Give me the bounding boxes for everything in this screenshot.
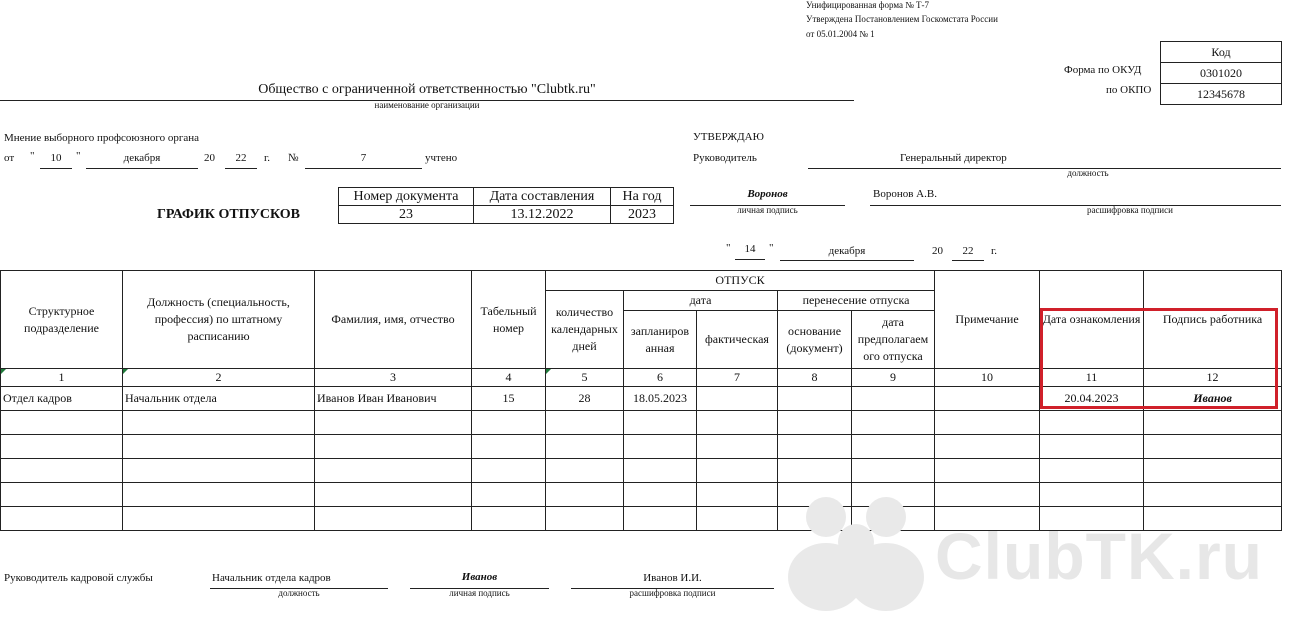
cell-struct: Отдел кадров <box>1 387 123 411</box>
approve-year-line <box>952 260 984 261</box>
header-planned: запланиров анная <box>624 311 697 369</box>
form-line-1: Унифицированная форма № Т-7 <box>806 0 930 10</box>
doc-number-header: Номер документа <box>339 188 474 206</box>
approve-name-caption: расшифровка подписи <box>1087 205 1173 215</box>
doc-date-header: Дата составления <box>474 188 611 206</box>
union-day-line <box>40 168 72 169</box>
union-year-line <box>225 168 257 169</box>
footer-name-caption: расшифровка подписи <box>629 588 716 598</box>
union-from: от <box>4 152 15 164</box>
approve-position: Генеральный директор <box>900 152 1007 164</box>
approve-signature-caption: личная подпись <box>737 205 798 215</box>
col-num-9: 9 <box>852 369 935 387</box>
cell-ack: 20.04.2023 <box>1040 387 1144 411</box>
header-ack-date: Дата ознакомления <box>1040 271 1144 369</box>
approve-signature: Воронов <box>747 188 788 200</box>
watermark-logo-icon <box>786 487 936 617</box>
col-num-10: 10 <box>935 369 1040 387</box>
footer-name: Иванов И.И. <box>643 572 702 584</box>
okud-label: Форма по ОКУД <box>1064 64 1142 76</box>
cell-planned: 18.05.2023 <box>624 387 697 411</box>
approve-month: декабря <box>828 245 866 257</box>
union-year-g: г. <box>264 152 271 164</box>
header-note: Примечание <box>935 271 1040 369</box>
doc-title: ГРАФИК ОТПУСКОВ <box>157 207 300 222</box>
doc-year-header: На год <box>611 188 674 206</box>
footer-signature: Иванов <box>461 571 498 583</box>
cell-sign: Иванов <box>1144 387 1282 411</box>
footer-position: Начальник отдела кадров <box>212 572 331 584</box>
cell-name: Иванов Иван Иванович <box>315 387 472 411</box>
col-num-5: 5 <box>546 369 624 387</box>
union-q2: " <box>76 150 81 162</box>
approve-name: Воронов А.В. <box>873 188 937 200</box>
approve-year-suffix: 22 <box>962 245 974 257</box>
table-row <box>1 411 1282 435</box>
org-name: Общество с ограниченной ответственностью "Clubtk.ru" <box>258 82 596 97</box>
col-num-1: 1 <box>1 369 123 387</box>
footer-signature-caption: личная подпись <box>449 588 510 598</box>
table-row <box>1 459 1282 483</box>
okud-value: 0301020 <box>1161 63 1282 84</box>
col-num-2: 2 <box>123 369 315 387</box>
watermark-text: ClubTK.ru <box>935 519 1263 593</box>
union-accounted: учтено <box>425 152 458 164</box>
table-row <box>1 483 1282 507</box>
form-line-2: Утверждена Постановлением Госкомстата России <box>806 14 998 24</box>
okpo-value: 12345678 <box>1161 84 1282 105</box>
table-row <box>1 435 1282 459</box>
union-day: 10 <box>50 152 62 164</box>
header-date: дата <box>624 291 778 311</box>
header-name: Фамилия, имя, отчество <box>315 271 472 369</box>
col-num-4: 4 <box>472 369 546 387</box>
approve-year-g: г. <box>991 245 998 257</box>
form-line-3: от 05.01.2004 № 1 <box>806 29 875 39</box>
cell-basis <box>778 387 852 411</box>
header-expected: дата предполагаем ого отпуска <box>852 311 935 369</box>
code-label: Код <box>1161 42 1282 63</box>
approve-day-line <box>735 259 765 260</box>
header-tab-number: Табельный номер <box>472 271 546 369</box>
footer-position-caption: должность <box>278 588 320 598</box>
org-caption: наименование организации <box>374 100 480 110</box>
highlight-box <box>1040 308 1278 409</box>
col-num-8: 8 <box>778 369 852 387</box>
header-basis: основание (документ) <box>778 311 852 369</box>
col-num-11: 11 <box>1040 369 1144 387</box>
cell-expected <box>852 387 935 411</box>
approve-year-prefix: 20 <box>932 245 943 257</box>
cell-days: 28 <box>546 387 624 411</box>
union-month-line <box>86 168 198 169</box>
approve-q2: " <box>769 242 774 254</box>
approve-month-line <box>780 260 914 261</box>
header-vacation: ОТПУСК <box>546 271 935 291</box>
header-position: Должность (специальность, профессия) по штатному расписанию <box>123 271 315 369</box>
approve-title: УТВЕРЖДАЮ <box>693 131 764 143</box>
union-num-sign: № <box>288 152 299 164</box>
code-box <box>1160 41 1282 105</box>
col-num-12: 12 <box>1144 369 1282 387</box>
doc-number-value: 23 <box>339 206 474 224</box>
approve-position-caption: должность <box>1067 168 1109 178</box>
approve-day: 14 <box>744 243 756 255</box>
footer-label: Руководитель кадровой службы <box>4 572 153 584</box>
header-transfer: перенесение отпуска <box>778 291 935 311</box>
header-actual: фактическая <box>697 311 778 369</box>
approve-head-label: Руководитель <box>693 152 757 164</box>
header-days: количество календарных дней <box>546 291 624 369</box>
doc-year-value: 2023 <box>611 206 674 224</box>
cell-note <box>935 387 1040 411</box>
header-employee-sign: Подпись работника <box>1144 271 1282 369</box>
col-num-6: 6 <box>624 369 697 387</box>
cell-tab: 15 <box>472 387 546 411</box>
doc-info-box <box>338 187 674 224</box>
union-q1: " <box>30 150 35 162</box>
cell-actual <box>697 387 778 411</box>
union-year-suffix: 22 <box>235 152 247 164</box>
union-label: Мнение выборного профсоюзного органа <box>4 132 200 144</box>
union-number-line <box>305 168 422 169</box>
header-struct: Структурное подразделение <box>1 271 123 369</box>
doc-date-value: 13.12.2022 <box>474 206 611 224</box>
union-year-prefix: 20 <box>204 152 215 164</box>
col-num-7: 7 <box>697 369 778 387</box>
okpo-label: по ОКПО <box>1106 84 1152 96</box>
cell-position: Начальник отдела <box>123 387 315 411</box>
union-number: 7 <box>360 152 367 164</box>
approve-q1: " <box>726 242 731 254</box>
union-month: декабря <box>123 152 161 164</box>
col-num-3: 3 <box>315 369 472 387</box>
